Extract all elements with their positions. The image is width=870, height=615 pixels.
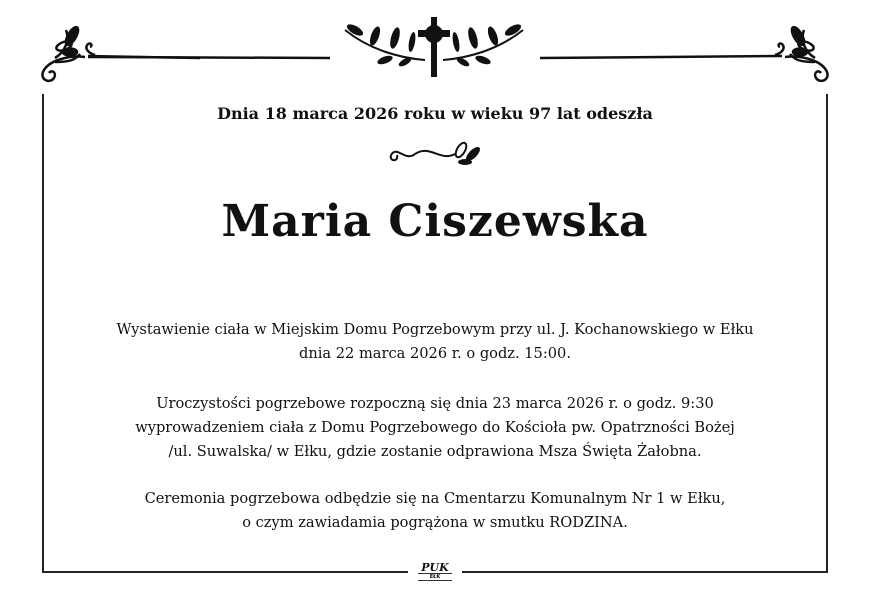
ceremony-paragraph	[0, 392, 870, 464]
frame-bottom-border-left	[42, 571, 408, 573]
intro-text: Dnia 18 marca 2026 roku w wieku 97 lat odeszła	[217, 104, 653, 123]
burial-paragraph	[0, 487, 870, 535]
text-line: o czym zawiadamia pogrążona w smutku RODZINA.	[242, 514, 628, 531]
text-line: dnia 22 marca 2026 r. o godz. 15:00.	[299, 345, 571, 362]
right-flourish-icon	[775, 25, 828, 81]
left-flourish-icon	[42, 25, 95, 81]
logo-text: PUK	[421, 561, 449, 574]
text-line: Wystawienie ciała w Miejskim Domu Pogrzebowym przy ul. J. Kochanowskiego w Ełku	[116, 321, 754, 338]
logo-subtext: EŁK	[418, 573, 452, 581]
viewing-paragraph	[0, 318, 870, 366]
leaf-divider-icon	[385, 140, 485, 170]
text-line: Uroczystości pogrzebowe rozpoczną się dnia 23 marca 2026 r. o godz. 9:30	[156, 395, 714, 412]
deceased-name: Maria Ciszewska	[221, 196, 649, 247]
right-rule	[540, 56, 782, 58]
puk-logo	[414, 562, 456, 581]
cross-with-laurel-icon	[345, 17, 523, 77]
text-line: Ceremonia pogrzebowa odbędzie się na Cmentarzu Komunalnym Nr 1 w Ełku,	[144, 490, 726, 507]
frame-bottom-border-right	[462, 571, 828, 573]
text-line: wyprowadzeniem ciała z Domu Pogrzebowego do Kościoła pw. Opatrzności Bożej	[135, 419, 735, 436]
text-line: /ul. Suwalska/ w Ełku, gdzie zostanie odprawiona Msza Święta Żałobna.	[168, 443, 702, 460]
top-ornament	[0, 0, 870, 95]
